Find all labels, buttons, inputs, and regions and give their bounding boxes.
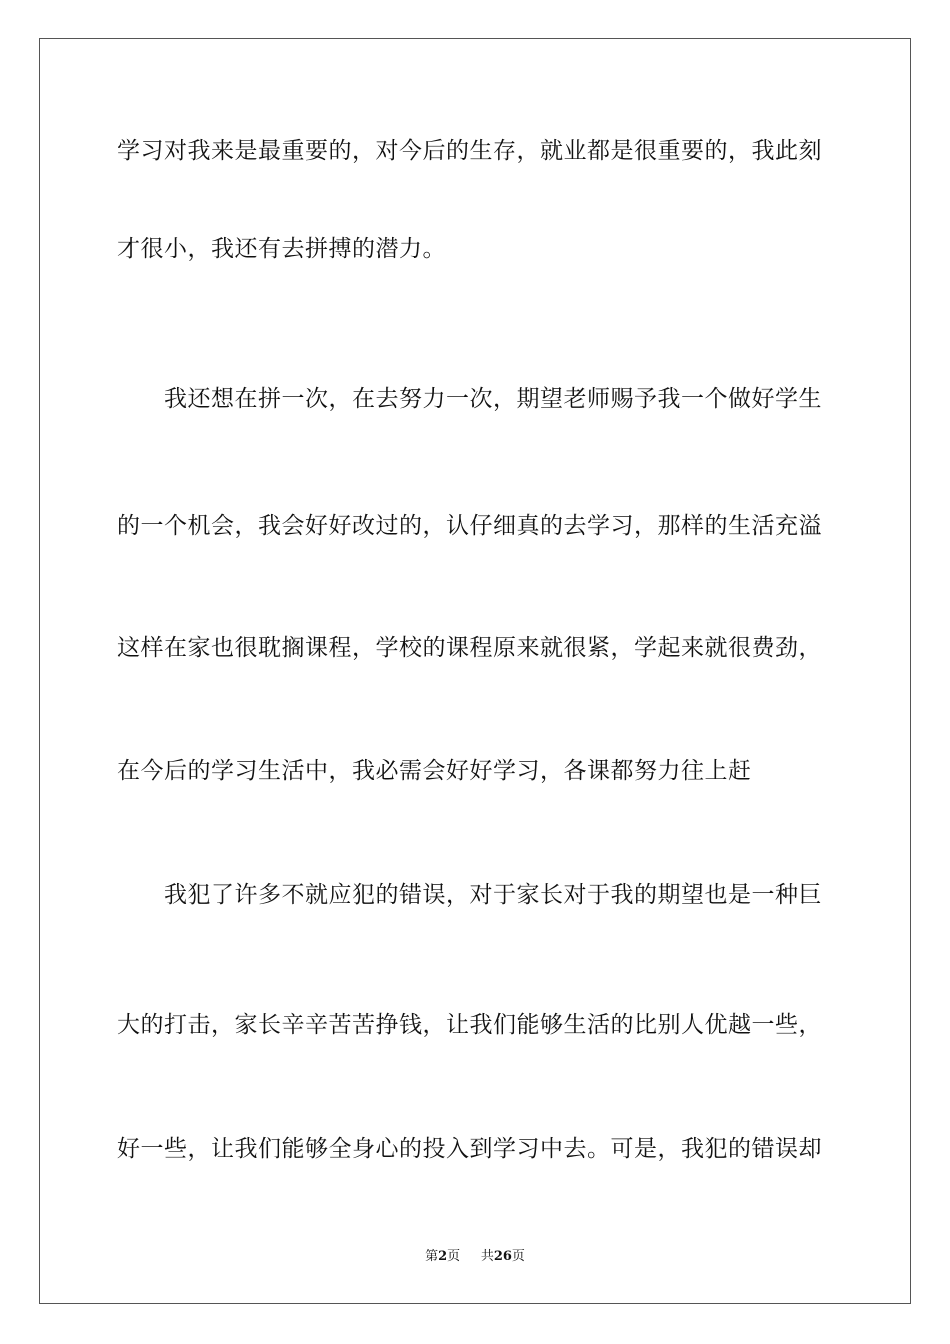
- paragraph-first-line: 我还想在拼一次，在去努力一次，期望老师赐予我一个做好学生: [164, 386, 822, 412]
- text-line: 在今后的学习生活中，我必需会好好学习，各课都努力往上赶: [117, 758, 752, 784]
- page-prefix: 第: [425, 1249, 439, 1264]
- text-line: 这样在家也很耽搁课程，学校的课程原来就很紧，学起来就很费劲，: [117, 635, 822, 661]
- text-line: 的一个机会，我会好好改过的，认仔细真的去学习，那样的生活充溢: [117, 513, 822, 539]
- total-pages: 26: [493, 1249, 512, 1264]
- total-pages-label: [481, 1249, 525, 1264]
- total-suffix: 页: [511, 1249, 525, 1264]
- page-label: [425, 1249, 464, 1264]
- total-prefix: 共: [480, 1249, 494, 1264]
- page-footer: [0, 1248, 950, 1266]
- page-suffix: 页: [447, 1249, 461, 1264]
- text-line: 好一些，让我们能够全身心的投入到学习中去。可是，我犯的错误却: [117, 1136, 822, 1162]
- text-line: 才很小，我还有去拼搏的潜力。: [117, 236, 446, 262]
- page-number: 2: [438, 1249, 448, 1264]
- text-line: 学习对我来是最重要的，对今后的生存，就业都是很重要的，我此刻: [117, 138, 822, 164]
- page-border: [39, 38, 911, 1304]
- text-line: 大的打击，家长辛辛苦苦挣钱，让我们能够生活的比别人优越一些，: [117, 1012, 822, 1038]
- paragraph-first-line: 我犯了许多不就应犯的错误，对于家长对于我的期望也是一种巨: [164, 882, 822, 908]
